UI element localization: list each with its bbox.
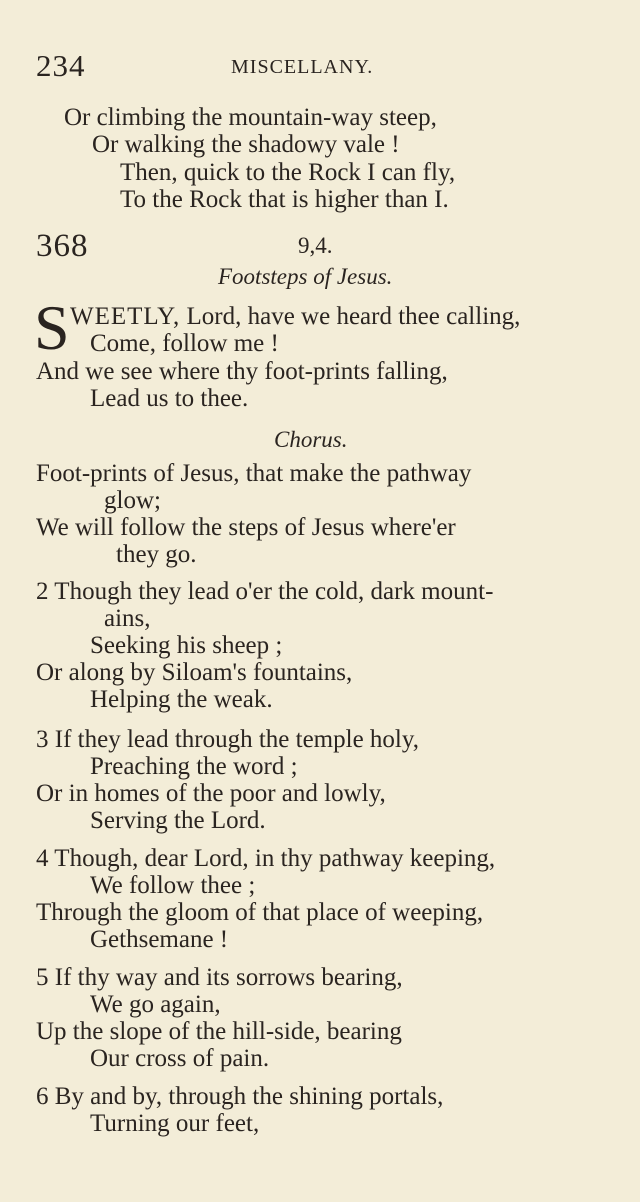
- prev-stanza-line: Or climbing the mountain-way steep,: [64, 104, 437, 131]
- prev-stanza-line: Or walking the shadowy vale !: [92, 131, 400, 158]
- stanza-line: Gethsemane !: [90, 926, 229, 953]
- stanza-line: Through the gloom of that place of weeping,: [36, 899, 484, 926]
- running-title: MISCELLANY.: [231, 56, 374, 78]
- hymn-title: Footsteps of Jesus.: [218, 264, 393, 289]
- stanza-line: Seeking his sheep ;: [90, 632, 283, 659]
- stanza-line: Helping the weak.: [90, 686, 273, 713]
- stanza-line: Preaching the word ;: [90, 753, 298, 780]
- stanza-line: Turning our feet,: [90, 1110, 260, 1137]
- hymn-meter: 9,4.: [298, 233, 333, 258]
- prev-stanza-line: To the Rock that is higher than I.: [120, 186, 449, 213]
- chorus-line: glow;: [104, 487, 161, 514]
- stanza-line: Or along by Siloam's fountains,: [36, 659, 353, 686]
- stanza-line: Up the slope of the hill-side, bearing: [36, 1018, 402, 1045]
- page-header: [36, 48, 604, 88]
- stanza-1-line-1: [70, 303, 520, 331]
- drop-cap: S: [34, 292, 70, 363]
- stanza-line: 3 If they lead through the temple holy,: [36, 726, 419, 753]
- stanza-line: We go again,: [90, 991, 221, 1018]
- stanza-line: And we see where thy foot-prints falling,: [36, 358, 448, 385]
- stanza-line: Come, follow me !: [90, 330, 279, 357]
- stanza-line: ains,: [104, 605, 151, 632]
- chorus-heading: Chorus.: [274, 427, 348, 452]
- stanza-line: Or in homes of the poor and lowly,: [36, 780, 386, 807]
- stanza-line: Serving the Lord.: [90, 807, 266, 834]
- stanza-line: 4 Though, dear Lord, in thy pathway keeping,: [36, 845, 496, 872]
- first-word-rest: WEETLY,: [70, 303, 181, 330]
- line-1-rest: Lord, have we heard thee calling,: [186, 303, 521, 330]
- stanza-line: Our cross of pain.: [90, 1045, 270, 1072]
- chorus-line: We will follow the steps of Jesus where'er: [36, 514, 456, 541]
- stanza-line: 2 Though they lead o'er the cold, dark mount-: [36, 578, 494, 605]
- chorus-line: they go.: [116, 541, 197, 568]
- stanza-line: 5 If thy way and its sorrows bearing,: [36, 964, 403, 991]
- chorus-line: Foot-prints of Jesus, that make the pathway: [36, 460, 472, 487]
- stanza-line: We follow thee ;: [90, 872, 256, 899]
- page-number: 234: [36, 48, 86, 83]
- hymn-number: 368: [36, 228, 89, 264]
- stanza-line: 6 By and by, through the shining portals,: [36, 1083, 444, 1110]
- stanza-line: Lead us to thee.: [90, 385, 249, 412]
- prev-stanza-line: Then, quick to the Rock I can fly,: [120, 159, 456, 186]
